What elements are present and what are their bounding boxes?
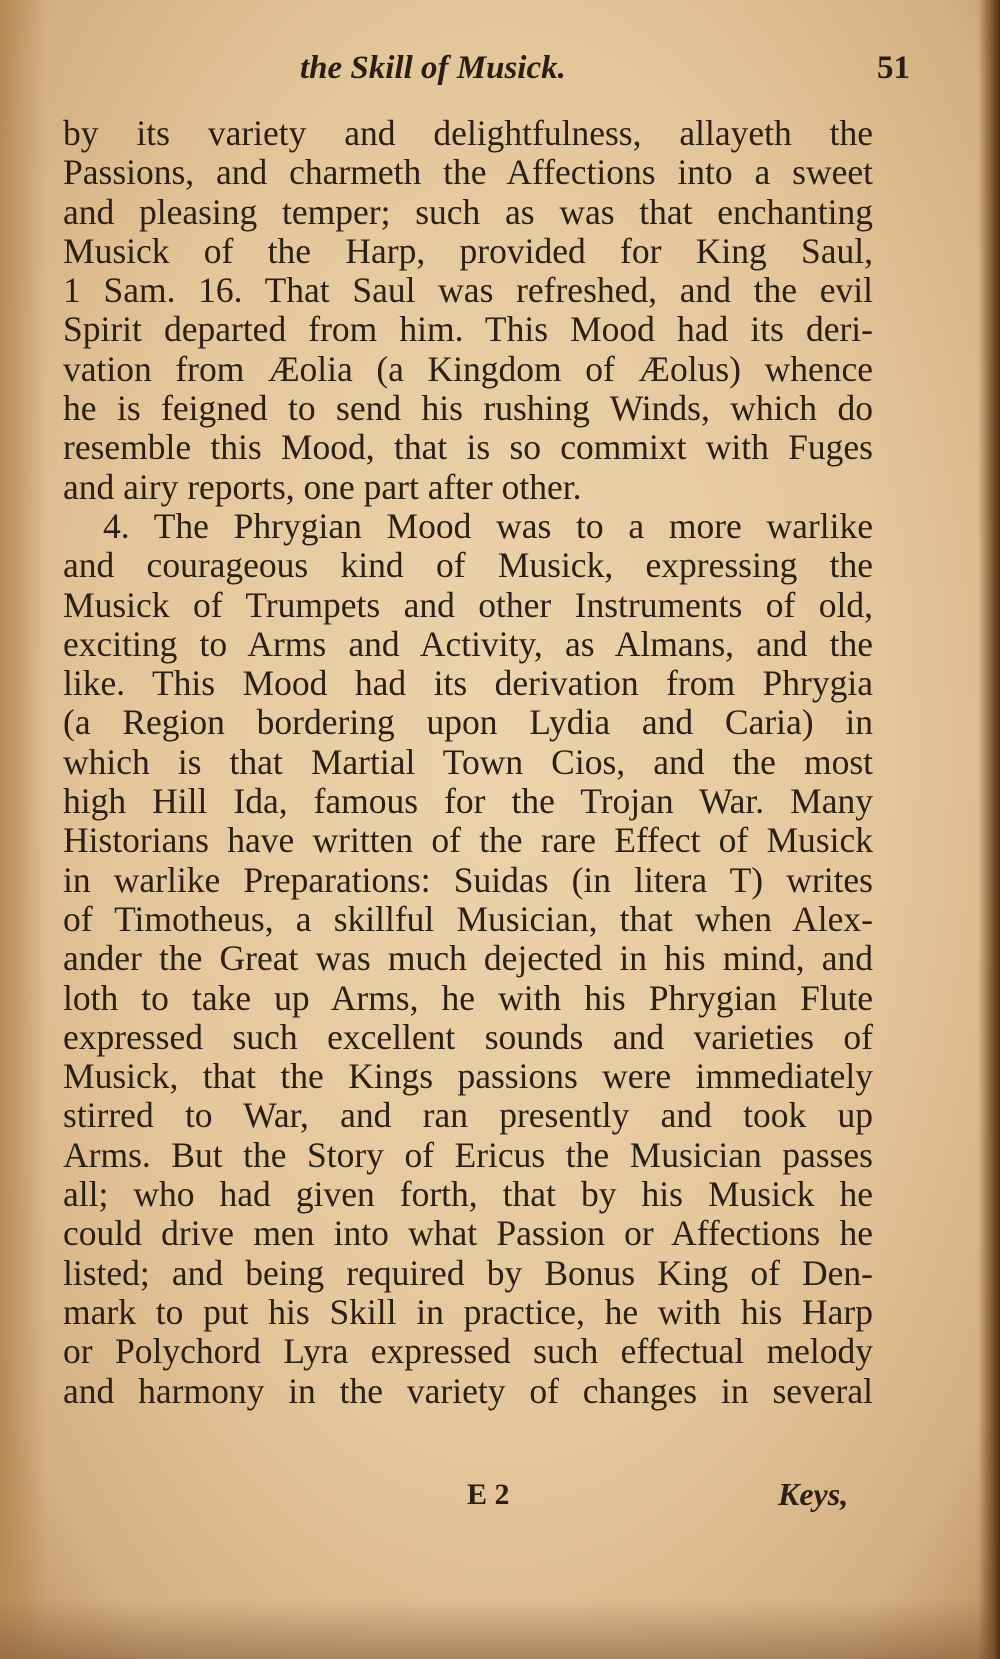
text-line: like. This Mood had its derivation from Phrygia — [63, 663, 873, 704]
page-edge-shading — [0, 1599, 1000, 1659]
text-line: he is feigned to send his rushing Winds, which do — [63, 388, 873, 429]
text-line: (a Region bordering upon Lydia and Caria) in — [63, 702, 873, 743]
text-line: all; who had given forth, that by his Musick he — [63, 1174, 873, 1215]
page-number: 51 — [877, 50, 910, 86]
text-line: by its variety and delightfulness, allayeth the — [63, 113, 873, 153]
text-line: stirred to War, and ran presently and took up — [63, 1095, 873, 1136]
text-line: which is that Martial Town Cios, and the most — [63, 741, 873, 782]
text-line: and airy reports, one part after other. — [63, 466, 582, 507]
signature-mark: E 2 — [467, 1478, 510, 1511]
text-line: loth to take up Arms, he with his Phrygian Flute — [63, 977, 873, 1018]
running-title: the Skill of Musick. — [300, 50, 566, 86]
text-line: in warlike Preparations: Suidas (in litera T) writes — [63, 859, 873, 900]
text-line: expressed such excellent sounds and varieties of — [63, 1016, 873, 1057]
text-line: and courageous kind of Musick, expressing the — [63, 545, 873, 586]
text-line: could drive men into what Passion or Affections he — [63, 1213, 873, 1254]
text-line: Arms. But the Story of Ericus the Musician passes — [63, 1134, 873, 1175]
body-text — [63, 114, 873, 1411]
text-line: or Polychord Lyra expressed such effectual melody — [63, 1331, 873, 1372]
text-line: resemble this Mood, that is so commixt with Fuges — [63, 427, 873, 468]
text-line: Musick, that the Kings passions were immediately — [63, 1056, 873, 1097]
text-line: Spirit departed from him. This Mood had its deri- — [63, 309, 873, 350]
text-line: and pleasing temper; such as was that enchanting — [63, 191, 873, 232]
text-line: vation from Æolia (a Kingdom of Æolus) whence — [63, 348, 873, 389]
text-line: exciting to Arms and Activity, as Almans, and the — [63, 623, 873, 664]
text-line: of Timotheus, a skillful Musician, that when Alex- — [63, 898, 873, 939]
text-line: mark to put his Skill in practice, he with his Harp — [63, 1291, 873, 1332]
page-header — [60, 44, 930, 94]
text-line: 1 Sam. 16. That Saul was refreshed, and the evil — [63, 270, 873, 311]
catchword: Keys, — [778, 1476, 849, 1512]
text-line: high Hill Ida, famous for the Trojan War. Many — [63, 781, 873, 822]
text-line: listed; and being required by Bonus King of Den- — [63, 1252, 873, 1293]
text-line: Historians have written of the rare Effect of Musick — [63, 820, 873, 861]
text-line: ander the Great was much dejected in his mind, and — [63, 938, 873, 979]
text-line: Musick of the Harp, provided for King Saul, — [63, 230, 873, 271]
text-line: Passions, and charmeth the Affections into a sweet — [63, 152, 873, 193]
text-line: Musick of Trumpets and other Instruments of old, — [63, 584, 873, 625]
text-line: and harmony in the variety of changes in several — [63, 1370, 873, 1411]
text-line: 4. The Phrygian Mood was to a more warlike — [103, 505, 873, 546]
